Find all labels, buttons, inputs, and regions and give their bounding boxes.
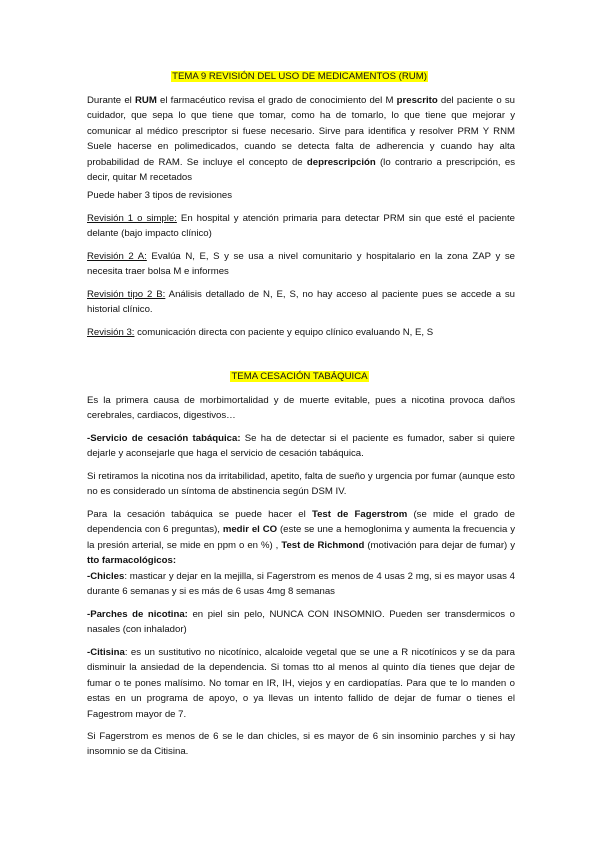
bold-term: RUM <box>134 95 157 106</box>
summary-paragraph: Si Fagerstrom es menos de 6 se le dan chicles, si es mayor de 6 sin insominio parches y si hay insomnio se da Citisina. <box>87 731 515 758</box>
review-type-item: Revisión 1 o simple: En hospital y atención primaria para detectar PRM sin que esté el paciente delante (bajo impacto clínico) <box>87 213 515 240</box>
patches-paragraph: -Parches de nicotina: en piel sin pelo, NUNCA CON INSOMNIO. Pueden ser transdermicos o nasales (con inhalador) <box>87 609 515 636</box>
review-types-intro: Puede haber 3 tipos de revisiones <box>87 190 233 201</box>
review-type-item: Revisión 2 A: Evalúa N, E, S y se usa a nivel comunitario y hospitalario en la zona ZAP y se necesita traer bolsa M e informes <box>87 251 516 278</box>
chicles-paragraph: -Chicles: masticar y dejar en la mejilla, si Fagerstrom es menos de 4 usas 2 mg, si es mayor usas 4 durante 6 semanas y si es más de 6 usas 4mg 8 semanas <box>87 571 515 598</box>
review-type-item: Revisión tipo 2 B: Análisis detallado de N, E, S, no hay acceso al paciente pues se accede a su historial clínico. <box>87 289 515 316</box>
nicotine-withdrawal-paragraph: Si retiramos la nicotina nos da irritabilidad, apetito, falta de sueño y urgencia por fumar (aunque esto no es considerado un síntoma de abstinencia según DSM IV. <box>87 471 515 498</box>
bold-term: deprescripción <box>306 156 376 168</box>
review-type-label: Revisión 2 A: <box>87 251 147 262</box>
review-type-label: Revisión 1 o simple: <box>87 213 177 224</box>
highlighted-title: TEMA CESACIÓN TABÁQUICA <box>231 371 368 382</box>
review-type-label: Revisión tipo 2 B: <box>87 289 166 300</box>
tests-paragraph: Para la cesación tabáquica se puede hacer el Test de Fagerstrom (se mide el grado de dependencia con 6 preguntas), medir el CO (este se une a hemoglonima y aumenta la frecuencia y la presión arterial, se mide en ppm o en %) , Test de Richmond (motivación para dejar de fumar) y tto farmacológicos: <box>87 509 515 567</box>
citisina-paragraph: -Citisina: es un sustitutivo no nicotínico, alcaloide vegetal que se une a R nicotínicos y se da para disminuir la ansiedad de la dependencia. Si tomas tto al menos al quinto día tienes que dejar de fumar o te pones malísimo. No tomar en IR, IH, viejos y en cardiopatías. Para que te lo manden o estas en un programa de apoyo, o ya llevas un intento fallido de dejar de fumar o tienes el Fagestrom mayor de 7. <box>87 647 515 720</box>
review-type-item: Revisión 3: comunicación directa con paciente y equipo clínico evaluando N, E, S <box>87 327 434 338</box>
rum-intro-paragraph: Durante el RUM el farmacéutico revisa el grado de conocimiento del M prescrito del paciente o su cuidador, que sepa lo que tiene que tomar, como ha de tomarlo, lo que tiene que mejorar y comunicar al médico prescriptor si fuese necesario. Sirve para identifica y resolver PRM Y RNM Suele hacerse en polimedicados, cuando se detecta falta de adherencia y cuando hay alta probabilidad de RAM. Se incluye el concepto de deprescripción (lo contrario a prescripción, es decir, quitar M recetados <box>87 95 515 184</box>
review-type-label: Revisión 3: <box>87 327 135 338</box>
section-title-rum <box>0 71 599 83</box>
section-title-smoking <box>0 371 599 383</box>
bold-term: prescrito <box>396 95 438 106</box>
highlighted-title: TEMA 9 REVISIÓN DEL USO DE MEDICAMENTOS (RUM) <box>172 71 427 82</box>
smoking-intro-paragraph: Es la primera causa de morbimortalidad y de muerte evitable, pues a nicotina provoca daños cerebrales, cardiacos, digestivos… <box>87 395 515 422</box>
cessation-service-paragraph: -Servicio de cesación tabáquica: Se ha de detectar si el paciente es fumador, saber si quiere dejarle y aconsejarle que haga el servicio de cesación tabáquica. <box>87 433 515 460</box>
